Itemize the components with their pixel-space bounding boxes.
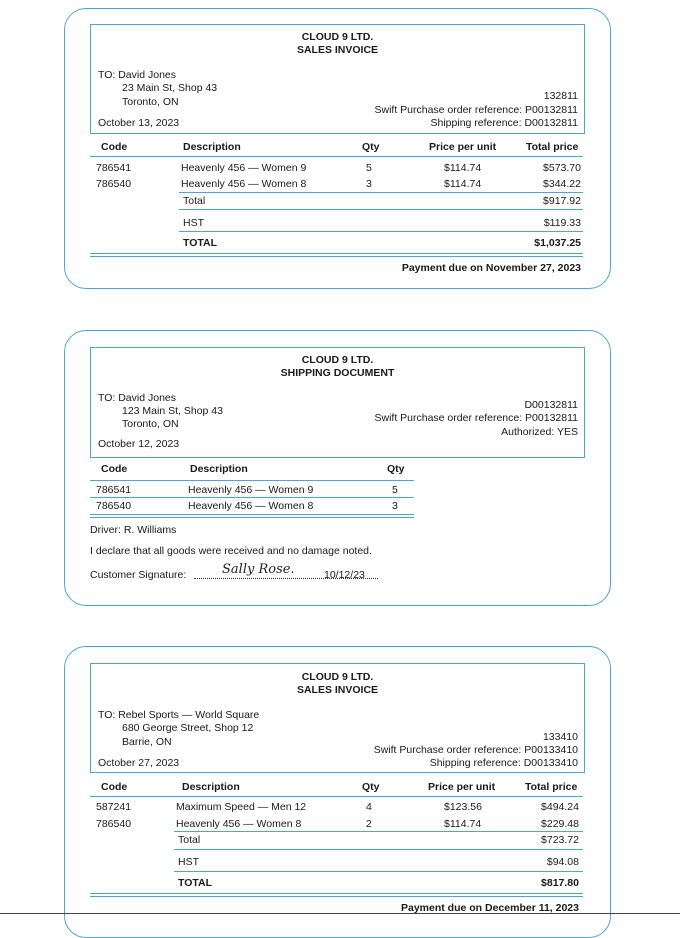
company-name: CLOUD 9 LTD. — [301, 671, 374, 683]
recipient-name: TO: David Jones — [98, 69, 177, 81]
column-header-price: Price per unit — [428, 781, 496, 793]
item-code: 587241 — [96, 801, 132, 813]
item-qty: 3 — [366, 178, 372, 190]
shipping-date: October 12, 2023 — [98, 438, 180, 450]
document-type: SHIPPING DOCUMENT — [280, 367, 395, 379]
item-code: 786540 — [96, 818, 132, 830]
item-qty: 5 — [392, 484, 398, 496]
item-total: $494.24 — [541, 801, 579, 813]
column-header-qty: Qty — [362, 141, 380, 153]
shipping-document-number: D00132811 — [524, 399, 578, 411]
item-total: $573.70 — [543, 162, 581, 174]
item-code: 786541 — [96, 484, 132, 496]
column-header-code: Code — [101, 781, 128, 793]
subtotal-label: Total — [183, 195, 206, 207]
receipt-declaration: I declare that all goods were received and no damage noted. — [90, 545, 372, 557]
invoice-date: October 27, 2023 — [98, 757, 180, 769]
recipient-name: TO: Rebel Sports — World Square — [98, 709, 260, 721]
item-price: $114.74 — [444, 178, 482, 190]
item-qty: 2 — [366, 818, 372, 830]
item-qty: 5 — [366, 162, 372, 174]
customer-signature-label: Customer Signature: — [90, 569, 187, 581]
item-price: $114.74 — [444, 818, 482, 830]
shipping-reference: Shipping reference: D00132811 — [430, 117, 578, 129]
hst-label: HST — [183, 217, 204, 229]
item-description: Maximum Speed — Men 12 — [176, 801, 307, 813]
sales-invoice-1-header-box — [90, 24, 585, 134]
address-line-2: Toronto, ON — [122, 418, 179, 430]
address-line-2: Barrie, ON — [122, 736, 172, 748]
document-type: SALES INVOICE — [296, 44, 379, 56]
recipient-name: TO: David Jones — [98, 392, 177, 404]
driver-name: Driver: R. Williams — [90, 524, 177, 536]
invoice-number: 132811 — [543, 90, 578, 102]
column-header-code: Code — [101, 463, 128, 475]
item-code: 786540 — [96, 178, 132, 190]
document-type: SALES INVOICE — [296, 684, 379, 696]
subtotal-label: Total — [178, 834, 201, 846]
column-header-qty: Qty — [362, 781, 380, 793]
column-header-description: Description — [182, 781, 240, 793]
address-line-1: 23 Main St, Shop 43 — [122, 82, 218, 94]
grand-total-value: $1,037.25 — [534, 237, 581, 249]
authorized-status: Authorized: YES — [501, 426, 578, 438]
item-price: $123.56 — [444, 801, 482, 813]
column-header-code: Code — [101, 141, 128, 153]
column-header-total: Total price — [525, 781, 578, 793]
sales-invoice-2-header-box — [90, 663, 585, 773]
purchase-order-reference: Swift Purchase order reference: P00132811 — [374, 412, 578, 424]
subtotal-value: $917.92 — [543, 195, 581, 207]
item-description: Heavenly 456 — Women 8 — [188, 500, 314, 512]
customer-signature: Sally Rose. — [222, 562, 295, 577]
signature-date: 10/12/23 — [324, 569, 365, 581]
hst-label: HST — [178, 856, 199, 868]
item-description: Heavenly 456 — Women 8 — [181, 178, 307, 190]
page-edge-line — [0, 913, 680, 914]
item-total: $344.22 — [543, 178, 581, 190]
item-code: 786540 — [96, 500, 132, 512]
column-header-price: Price per unit — [429, 141, 497, 153]
shipping-reference: Shipping reference: D00133410 — [429, 757, 578, 769]
payment-due: Payment due on November 27, 2023 — [401, 262, 581, 274]
item-description: Heavenly 456 — Women 8 — [176, 818, 302, 830]
address-line-1: 680 George Street, Shop 12 — [122, 722, 254, 734]
purchase-order-reference: Swift Purchase order reference: P00133410 — [373, 744, 578, 756]
item-code: 786541 — [96, 162, 132, 174]
item-price: $114.74 — [444, 162, 482, 174]
column-header-qty: Qty — [387, 463, 405, 475]
item-qty: 3 — [392, 500, 398, 512]
shipping-document-header-box — [90, 347, 585, 458]
column-header-description: Description — [183, 141, 241, 153]
column-header-description: Description — [190, 463, 248, 475]
column-header-total: Total price — [526, 141, 579, 153]
hst-value: $119.33 — [543, 217, 581, 229]
grand-total-label: TOTAL — [183, 237, 218, 249]
invoice-date: October 13, 2023 — [98, 117, 180, 129]
item-description: Heavenly 456 — Women 9 — [188, 484, 314, 496]
item-description: Heavenly 456 — Women 9 — [181, 162, 307, 174]
grand-total-value: $817.80 — [541, 877, 579, 889]
hst-value: $94.08 — [546, 856, 579, 868]
payment-due: Payment due on December 11, 2023 — [400, 902, 579, 914]
address-line-1: 123 Main St, Shop 43 — [122, 405, 223, 417]
grand-total-label: TOTAL — [178, 877, 213, 889]
item-qty: 4 — [366, 801, 372, 813]
address-line-2: Toronto, ON — [122, 96, 179, 108]
invoice-number: 133410 — [542, 731, 578, 743]
subtotal-value: $723.72 — [541, 834, 579, 846]
item-total: $229.48 — [541, 818, 579, 830]
company-name: CLOUD 9 LTD. — [301, 31, 374, 43]
purchase-order-reference: Swift Purchase order reference: P00132811 — [374, 104, 578, 116]
company-name: CLOUD 9 LTD. — [301, 354, 374, 366]
